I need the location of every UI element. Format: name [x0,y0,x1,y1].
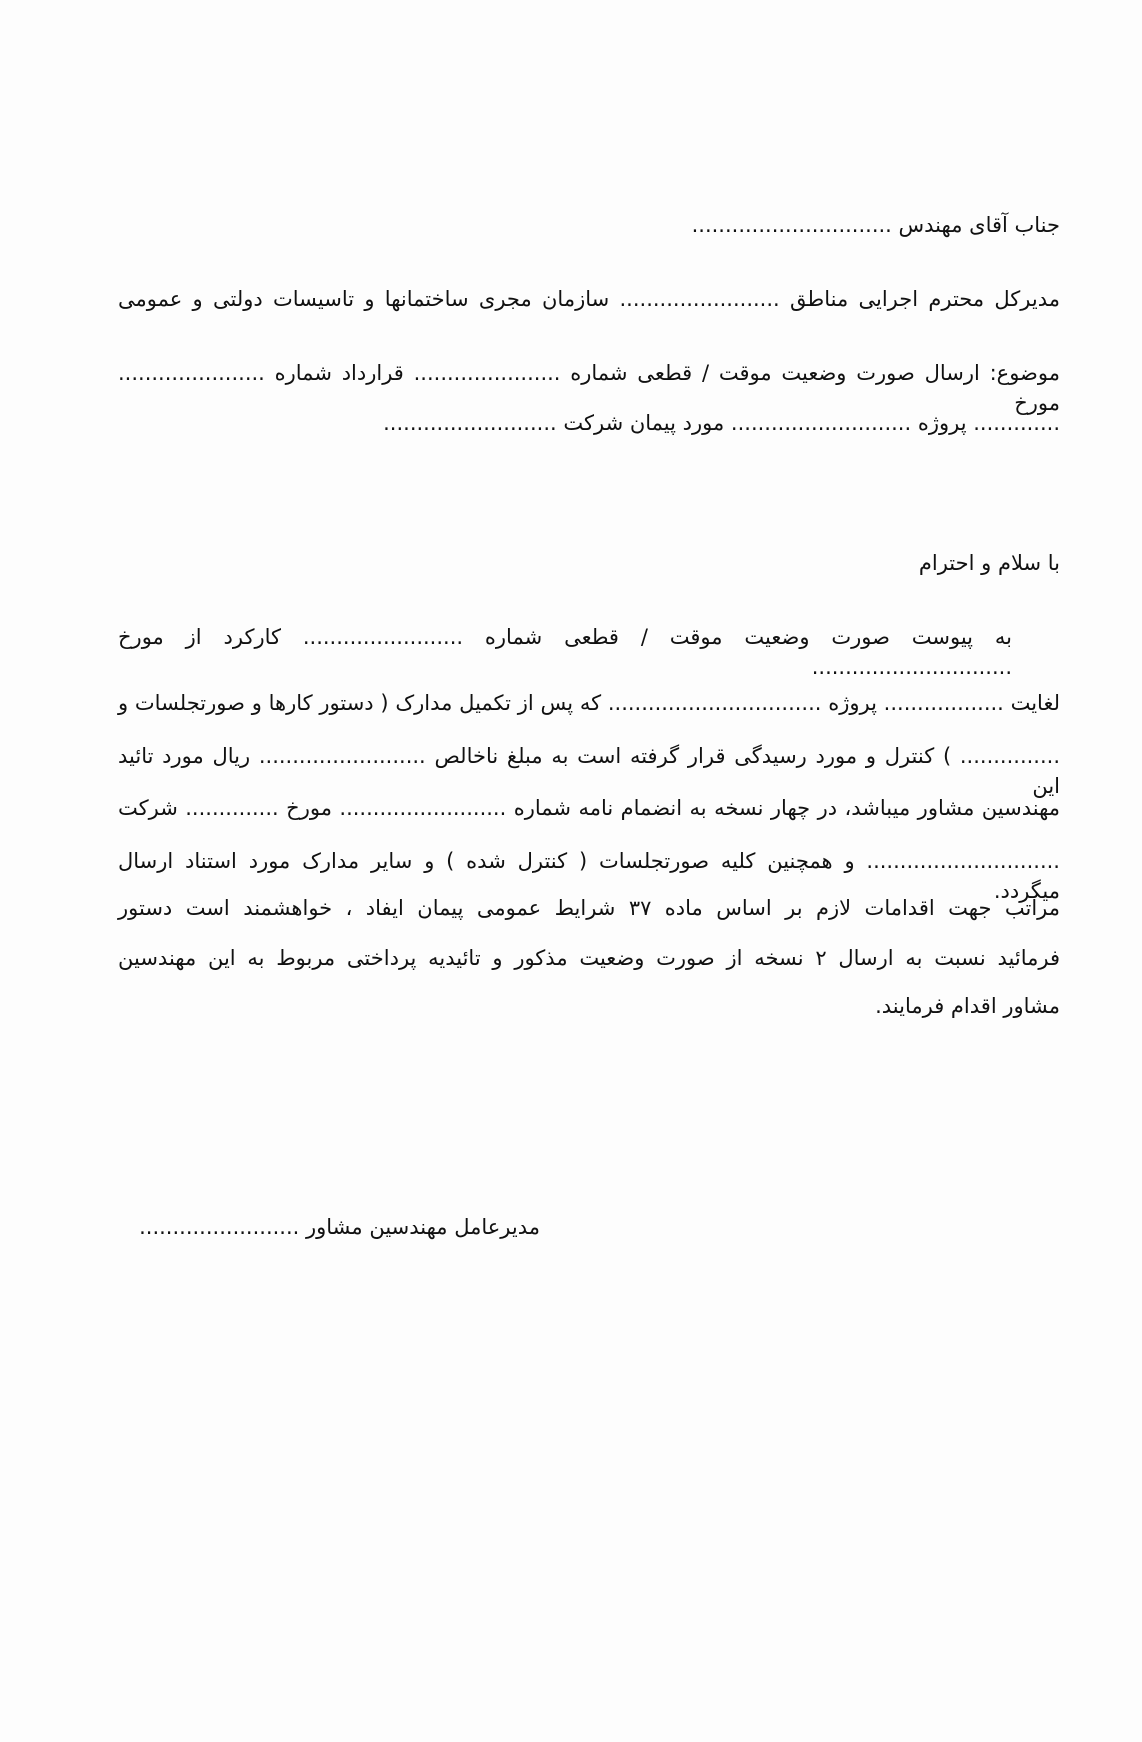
body-line: فرمائید نسبت به ارسال ۲ نسخه از صورت وضعیت مذکور و تائیدیه پرداختی مربوط به این مهندسین [118,946,1060,970]
body-line: ............................. و همچنین کلیه صورتجلسات ( کنترل شده ) و سایر مدارک مورد استناد ارسال میگردد. [118,849,1060,903]
addressee: جناب آقای مهندس .............................. [691,213,1060,237]
body-line: مشاور اقدام فرمایند. [875,994,1060,1018]
signature-line: مدیرعامل مهندسین مشاور ........................ [139,1215,540,1239]
body-line: مهندسین مشاور میباشد، در چهار نسخه به انضمام نامه شماره ......................... مورخ .............. شرکت [118,796,1060,820]
body-line: مراتب جهت اقدامات لازم بر اساس ماده ۳۷ شرایط عمومی پیمان ایفاد ، خواهشمند است دستور [118,896,1060,920]
body-line: ............... ) کنترل و مورد رسیدگی قرار گرفته است به مبلغ ناخالص ......................... ریال مورد تائید این [118,744,1060,798]
body-line: لغایت .................. پروژه ................................ که پس از تکمیل مدارک ( دستور کارها و صورتجلسات و [118,691,1060,715]
subject-line-2: ............. پروژه ........................... مورد پیمان شرکت .......................... [383,411,1060,435]
greeting: با سلام و احترام [918,551,1060,575]
body-line: به پیوست صورت وضعیت موقت / قطعی شماره ........................ کارکرد از مورخ .............................. [118,625,1012,679]
director-line: مدیرکل محترم اجرایی مناطق ........................ سازمان مجری ساختمانها و تاسیسات دولتی و عمومی [118,287,1060,311]
subject-line-1: موضوع: ارسال صورت وضعیت موقت / قطعی شماره ...................... قرارداد شماره ...................... مورخ [118,361,1060,415]
